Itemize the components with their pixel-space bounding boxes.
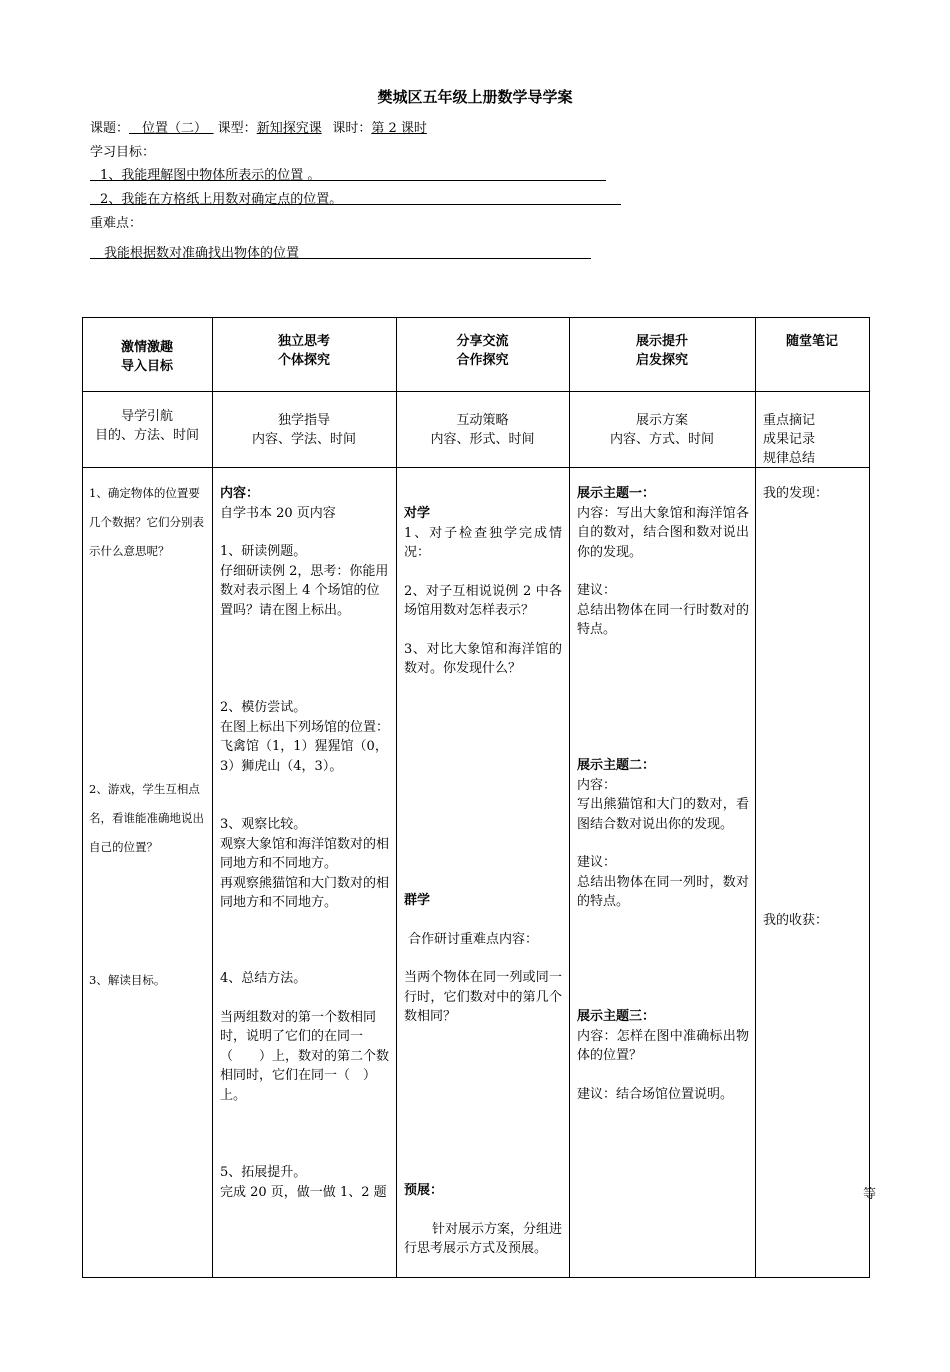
subheader-cell: 展示方案 内容、方式、时间	[609, 413, 714, 447]
period-label: 课时：	[332, 121, 372, 136]
table-border-bottom	[82, 1277, 870, 1278]
show-topic-3: 展示主题三： 内容：怎样在图中准确标出物体的位置？ 建议：结合场馆位置说明。	[577, 1009, 749, 1102]
subheader-cell: 重点摘记 成果记录 规律总结	[763, 413, 816, 466]
page-title: 樊城区五年级上册数学导学案	[377, 88, 573, 106]
table-divider	[82, 467, 870, 468]
table-border-left	[82, 317, 83, 1278]
period-value: 第 2 课时	[371, 121, 427, 136]
table-divider	[569, 317, 570, 1278]
header-cell: 激情激趣 导入目标	[120, 340, 173, 374]
guide-table	[82, 317, 870, 1278]
objectives-label: 学习目标：	[90, 145, 156, 160]
key-points-text: 我能根据数对准确找出物体的位置	[104, 246, 300, 261]
objective-1: 1、我能理解图中物体所表示的位置 。	[100, 168, 321, 183]
header-cell: 独立思考 个体探究	[277, 334, 330, 368]
key-points-underline	[90, 258, 591, 259]
topic-label: 课题：	[90, 121, 130, 136]
show-topic-2: 展示主题二： 内容： 写出熊猫馆和大门的数对，看图结合数对说出你的发现。 建议： 总结出物体在同一列时，数对的特点。	[577, 758, 749, 909]
table-border-right	[869, 317, 870, 1278]
type-label: 课型：	[217, 121, 257, 136]
header-cell: 随堂笔记	[785, 334, 838, 349]
intro-item-3: 3、解读目标。	[89, 973, 166, 987]
self-study-block-5: 5、拓展提升。 完成 20 页，做一做 1、2 题	[220, 1165, 387, 1200]
table-divider	[396, 317, 397, 1278]
intro-item-1: 1、确定物体的位置要几个数据？它们分别表示什么意思呢？	[89, 486, 204, 558]
show-topic-1: 展示主题一： 内容：写出大象馆和海洋馆各自的数对，结合图和数对说出你的发现。 建议： 总结出物体在同一行时数对的特点。	[577, 486, 749, 637]
subheader-cell: 互动策略 内容、形式、时间	[430, 413, 535, 447]
header-cell: 展示提升 启发探究	[635, 334, 688, 368]
preview-block: 预展： 针对展示方案，分组进行思考展示方式及预展。	[404, 1183, 563, 1256]
lesson-info	[90, 117, 427, 136]
self-study-block-1: 内容： 自学书本 20 页内容 1、研读例题。 仔细研读例 2，思考：你能用数对表示图上 4 个场馆的位置吗？请在图上标出。	[220, 486, 389, 618]
key-points-label: 重难点：	[90, 216, 143, 231]
self-study-block-2: 2、模仿尝试。 在图上标出下列场馆的位置：飞禽馆（1，1）猩猩馆（0，3）狮虎山（4，3）。	[220, 700, 390, 774]
objective-1-underline	[90, 180, 606, 181]
subheader-cell: 导学引航 目的、方法、时间	[94, 409, 199, 443]
subheader-cell: 独学指导 内容、学法、时间	[251, 413, 356, 447]
pair-study-block: 对学 1、对子检查独学完成情况： 2、对子互相说说例 2 中各场馆用数对怎样表示？ 3、对比大象馆和海洋馆的数对。你发现什么？	[404, 506, 562, 676]
notes-gain: 我的收获：	[763, 913, 829, 928]
intro-item-2: 2、游戏，学生互相点名，看谁能准确地说出自己的位置？	[89, 782, 204, 854]
topic-value: 位置（二）	[142, 121, 208, 136]
self-study-block-4: 4、总结方法。 当两组数对的第一个数相同时，说明了它们的在同一（ ）上，数对的第二个数相同时，它们在同一（ ）上。	[220, 971, 390, 1103]
self-study-block-3: 3、观察比较。 观察大象馆和海洋馆数对的相同地方和不同地方。 再观察熊猫馆和大门数对的相同地方和不同地方。	[220, 817, 390, 910]
notes-etc: 等	[863, 1187, 877, 1202]
table-divider	[212, 317, 213, 1278]
type-value: 新知探究课	[256, 121, 322, 136]
notes-discovery: 我的发现：	[763, 486, 829, 501]
group-study-block: 群学 合作研讨重难点内容： 当两个物体在同一列或同一行时，它们数对中的第几个数相同？	[404, 893, 562, 1024]
objective-2: 2、我能在方格纸上用数对确定点的位置。	[100, 192, 343, 207]
table-border-top	[82, 317, 870, 318]
objective-2-underline	[90, 204, 621, 205]
table-divider	[755, 317, 756, 1278]
header-cell: 分享交流 合作探究	[456, 334, 509, 368]
table-divider	[82, 391, 870, 392]
